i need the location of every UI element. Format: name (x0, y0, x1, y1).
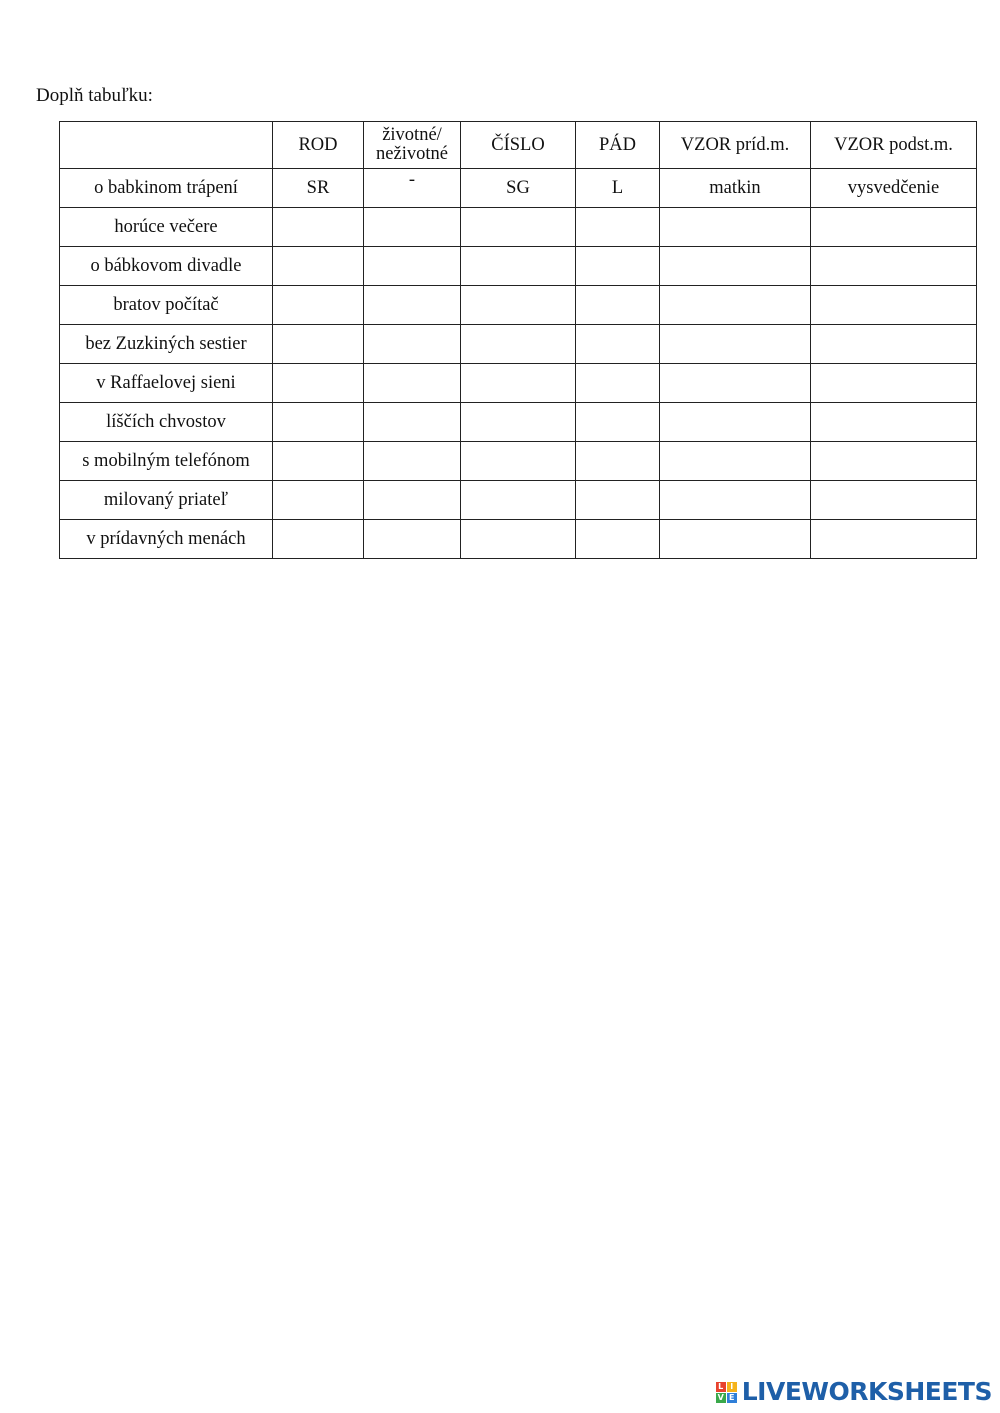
table-row (60, 520, 977, 559)
answer-cell[interactable] (364, 208, 461, 247)
answer-cell[interactable] (660, 481, 811, 520)
answer-cell[interactable] (660, 520, 811, 559)
header-zivotne: životné/ neživotné (364, 122, 461, 169)
header-pad: PÁD (576, 122, 660, 169)
phrase-cell: v Raffaelovej sieni (60, 364, 273, 403)
answer-cell[interactable] (364, 481, 461, 520)
answer-cell[interactable] (576, 520, 660, 559)
instruction-text: Doplň tabuľku: (36, 85, 153, 106)
answer-cell[interactable] (811, 403, 977, 442)
phrase-cell: v prídavných menách (60, 520, 273, 559)
answer-cell[interactable] (660, 325, 811, 364)
answer-cell[interactable] (576, 286, 660, 325)
answer-cell[interactable] (364, 286, 461, 325)
header-cell-empty (60, 122, 273, 169)
table-row (60, 442, 977, 481)
table-row (60, 325, 977, 364)
table-body (60, 169, 977, 559)
answer-cell[interactable] (273, 325, 364, 364)
answer-cell[interactable] (461, 520, 576, 559)
answer-cell[interactable] (461, 247, 576, 286)
table-row (60, 364, 977, 403)
answer-cell[interactable] (811, 364, 977, 403)
answer-cell[interactable] (576, 442, 660, 481)
answer-cell[interactable] (811, 442, 977, 481)
answer-cell[interactable] (660, 364, 811, 403)
answer-cell[interactable] (461, 481, 576, 520)
exercise-table (59, 121, 977, 559)
table-row (60, 403, 977, 442)
table-row (60, 481, 977, 520)
answer-cell[interactable] (273, 286, 364, 325)
table-row (60, 169, 977, 208)
phrase-cell: bratov počítač (60, 286, 273, 325)
table-row (60, 208, 977, 247)
header-cislo: ČÍSLO (461, 122, 576, 169)
answer-cell[interactable] (461, 208, 576, 247)
answer-cell[interactable] (576, 403, 660, 442)
liveworksheets-logo-icon (716, 1382, 737, 1403)
answer-cell[interactable] (273, 403, 364, 442)
phrase-cell: líščích chvostov (60, 403, 273, 442)
phrase-cell: o bábkovom divadle (60, 247, 273, 286)
answer-cell[interactable] (660, 247, 811, 286)
answer-cell[interactable] (273, 364, 364, 403)
brand-text: LIVEWORKSHEETS (741, 1377, 992, 1406)
phrase-cell: horúce večere (60, 208, 273, 247)
answer-cell[interactable] (461, 325, 576, 364)
answer-cell[interactable] (273, 247, 364, 286)
answer-cell[interactable] (364, 169, 461, 208)
phrase-cell: o babkinom trápení (60, 169, 273, 208)
answer-cell[interactable] (364, 247, 461, 286)
answer-cell[interactable] (576, 247, 660, 286)
logo-square: L (716, 1382, 726, 1392)
answer-cell[interactable] (660, 208, 811, 247)
answer-cell[interactable] (660, 403, 811, 442)
answer-cell[interactable] (461, 364, 576, 403)
table-row (60, 286, 977, 325)
answer-cell[interactable] (461, 403, 576, 442)
answer-cell[interactable] (273, 208, 364, 247)
phrase-cell: s mobilným telefónom (60, 442, 273, 481)
answer-cell[interactable] (364, 325, 461, 364)
answer-cell[interactable] (811, 208, 977, 247)
answer-cell[interactable] (811, 481, 977, 520)
answer-cell[interactable] (576, 481, 660, 520)
table-row (60, 247, 977, 286)
header-vzor-prid: VZOR príd.m. (660, 122, 811, 169)
header-vzor-podst: VZOR podst.m. (811, 122, 977, 169)
answer-cell[interactable] (811, 286, 977, 325)
logo-square: V (717, 1392, 724, 1402)
table-header-row (60, 122, 977, 169)
answer-cell[interactable] (461, 286, 576, 325)
answer-cell[interactable] (273, 481, 364, 520)
answer-cell[interactable] (364, 442, 461, 481)
liveworksheets-brand (716, 1378, 992, 1406)
answer-cell[interactable] (811, 325, 977, 364)
answer-cell[interactable] (461, 442, 576, 481)
answer-cell[interactable]: SR (273, 169, 364, 208)
answer-cell[interactable] (273, 442, 364, 481)
answer-cell[interactable]: SG (461, 169, 576, 208)
answer-cell[interactable] (364, 520, 461, 559)
logo-square: I (727, 1382, 737, 1392)
answer-cell[interactable]: vysvedčenie (811, 169, 977, 208)
answer-cell[interactable]: matkin (660, 169, 811, 208)
answer-text: - (408, 170, 416, 190)
answer-cell[interactable] (576, 364, 660, 403)
header-rod: ROD (273, 122, 364, 169)
answer-cell[interactable] (364, 403, 461, 442)
answer-cell[interactable] (660, 286, 811, 325)
answer-cell[interactable]: L (576, 169, 660, 208)
answer-cell[interactable] (576, 208, 660, 247)
logo-square: E (727, 1393, 737, 1403)
answer-cell[interactable] (811, 247, 977, 286)
answer-cell[interactable] (576, 325, 660, 364)
phrase-cell: bez Zuzkiných sestier (60, 325, 273, 364)
answer-cell[interactable] (660, 442, 811, 481)
answer-cell[interactable] (811, 520, 977, 559)
answer-cell[interactable] (364, 364, 461, 403)
answer-cell[interactable] (273, 520, 364, 559)
phrase-cell: milovaný priateľ (60, 481, 273, 520)
